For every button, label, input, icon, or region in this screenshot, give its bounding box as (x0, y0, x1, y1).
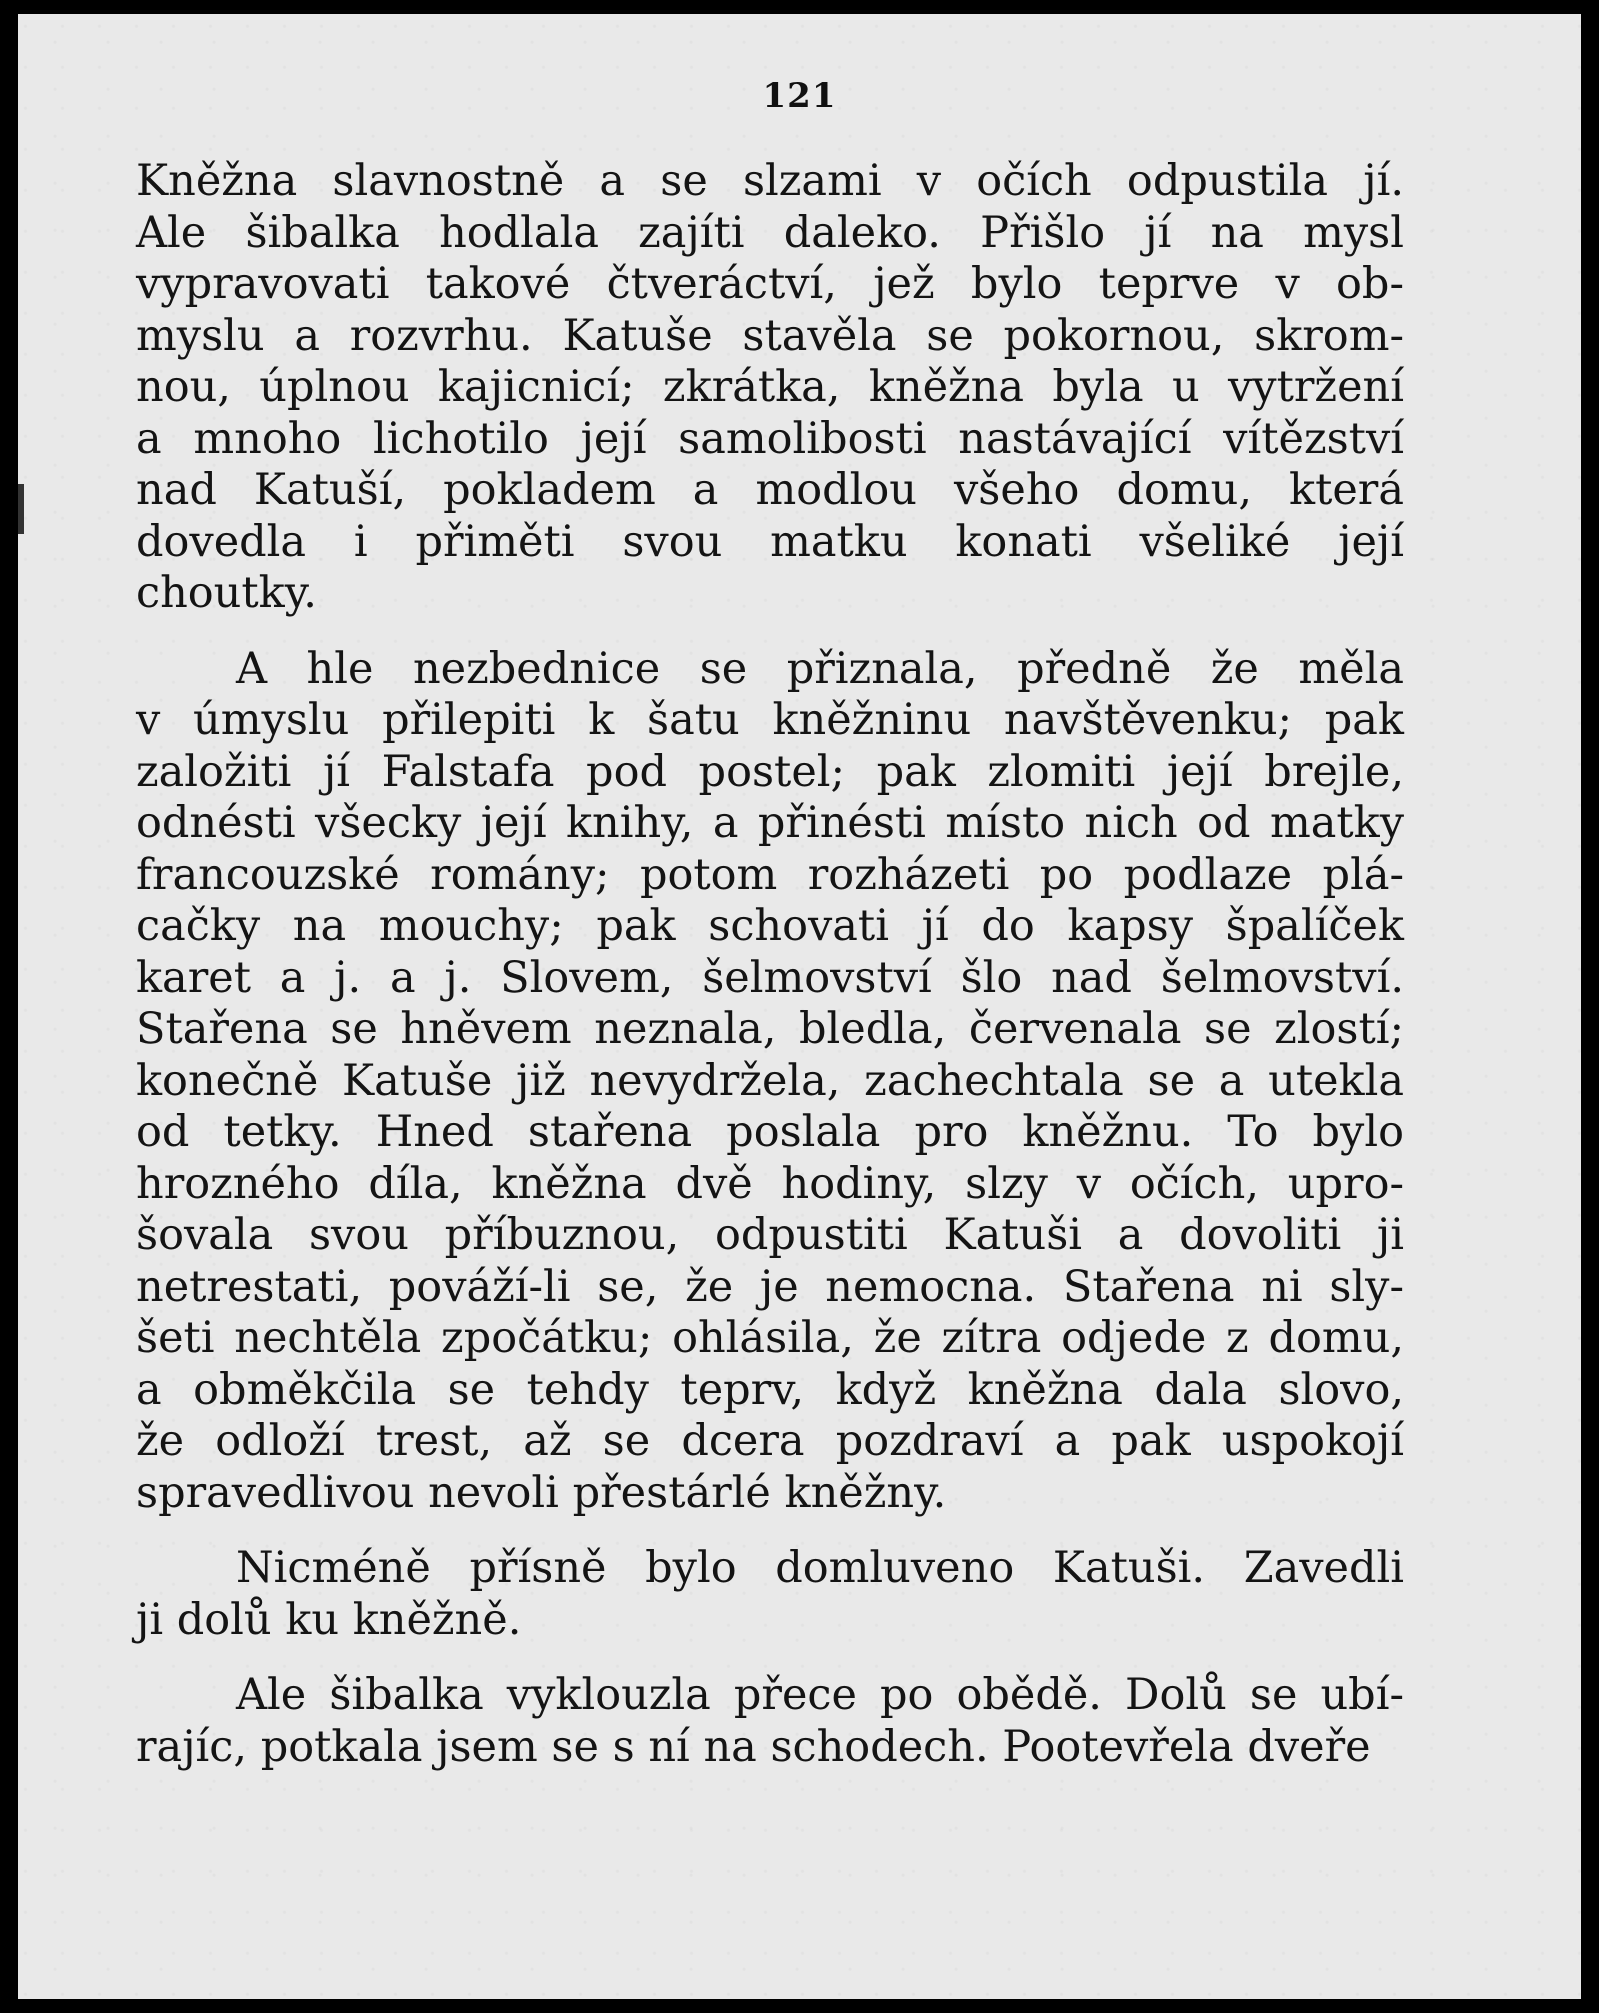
text-line: Ale šibalka hodlala zajíti daleko. Přišlo jí na mysl (136, 207, 1404, 258)
text-line: a obměkčila se tehdy teprv, když kněžna dala slovo, (136, 1364, 1404, 1415)
text-line: nou, úplnou kajicnicí; zkrátka, kněžna byla u vytržení (136, 362, 1404, 412)
text-line: dovedla i přiměti svou matku konati všeliké její (136, 516, 1404, 567)
text-line: francouzské romány; potom rozházeti po podlaze plá- (136, 849, 1404, 900)
text-line: v úmyslu přilepiti k šatu kněžninu navštěvenku; pak (136, 695, 1404, 745)
body-text (136, 156, 1404, 1773)
scan-edge-mark (18, 484, 24, 534)
paragraph (136, 644, 1404, 1520)
scanned-page (18, 14, 1581, 1999)
text-line: Nicméně přísně bylo domluveno Katuši. Zavedli (236, 1543, 1404, 1593)
paragraph-gap (136, 620, 1404, 644)
text-line: rajíc, potkala jsem se s ní na schodech. Pootevřela dveře (136, 1721, 1371, 1772)
paragraph (136, 156, 1404, 620)
text-line: šeti nechtěla zpočátku; ohlásila, že zítra odjede z domu, (136, 1313, 1404, 1363)
text-line: konečně Katuše již nevydržela, zachechtala se a utekla (136, 1055, 1404, 1106)
text-line: Kněžna slavnostně a se slzami v očích odpustila jí. (136, 156, 1404, 206)
text-line: odnésti všecky její knihy, a přinésti místo nich od matky (136, 798, 1404, 848)
text-line: šovala svou příbuznou, odpustiti Katuši a dovoliti ji (136, 1210, 1404, 1260)
paragraph-gap (136, 1646, 1404, 1670)
text-line: vypravovati takové čtveráctví, jež bylo teprve v ob- (136, 259, 1404, 309)
text-line: od tetky. Hned stařena poslala pro kněžnu. To bylo (136, 1107, 1404, 1157)
paragraph-gap (136, 1519, 1404, 1543)
paragraph (136, 1543, 1404, 1646)
text-line: že odloží trest, až se dcera pozdraví a pak uspokojí (136, 1416, 1404, 1466)
text-line: myslu a rozvrhu. Katuše stavěla se pokornou, skrom- (136, 310, 1404, 361)
text-line: ji dolů ku kněžně. (136, 1594, 522, 1645)
text-line: založiti jí Falstafa pod postel; pak zlomiti její brejle, (136, 746, 1404, 797)
page-number: 121 (762, 76, 837, 116)
text-line: Ale šibalka vyklouzla přece po obědě. Dolů se ubí- (236, 1670, 1404, 1720)
text-line: karet a j. a j. Slovem, šelmovství šlo nad šelmovství. (136, 952, 1404, 1003)
paragraph (136, 1670, 1404, 1773)
text-line: cačky na mouchy; pak schovati jí do kapsy špalíček (136, 901, 1404, 951)
text-line: A hle nezbednice se přiznala, předně že měla (236, 643, 1404, 694)
text-line: netrestati, pováží-li se, že je nemocna. Stařena ni sly- (136, 1261, 1404, 1312)
text-line: a mnoho lichotilo její samolibosti nastávající vítězství (136, 413, 1404, 464)
text-line: spravedlivou nevoli přestárlé kněžny. (136, 1467, 947, 1518)
text-line: nad Katuší, pokladem a modlou všeho domu, která (136, 465, 1404, 515)
text-line: hrozného díla, kněžna dvě hodiny, slzy v očích, upro- (136, 1158, 1404, 1209)
text-line: Stařena se hněvem neznala, bledla, červenala se zlostí; (136, 1004, 1404, 1054)
text-line: choutky. (136, 568, 317, 618)
